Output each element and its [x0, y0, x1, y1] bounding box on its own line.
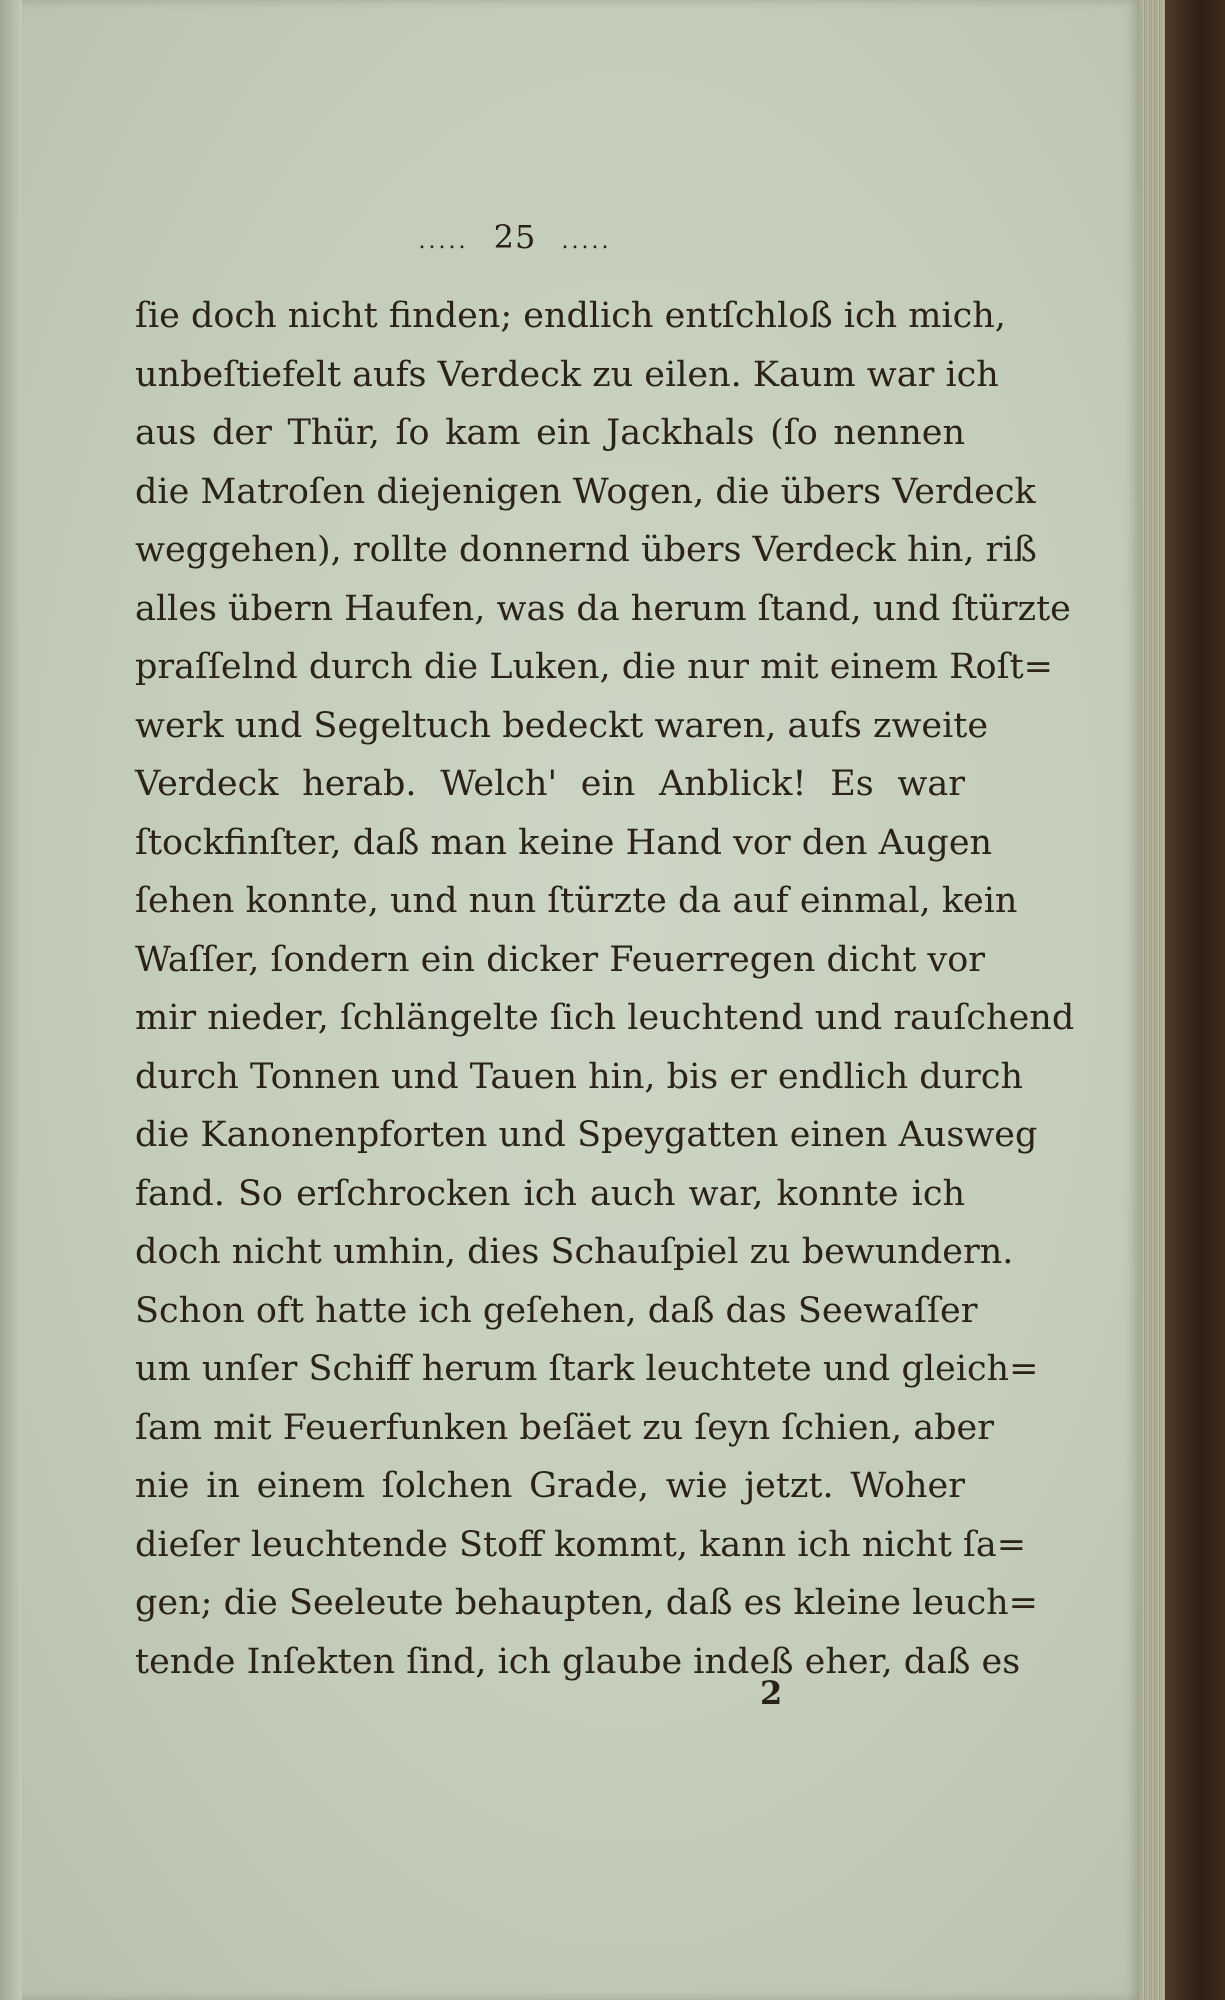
- header-dots-left: .....: [418, 229, 469, 254]
- text-line: Waſſer, ſondern ein dicker Feuerregen dicht vor: [135, 939, 985, 980]
- text-line: weggehen), rollte donnernd übers Verdeck hin, riß: [135, 530, 1037, 570]
- page-number: 25: [493, 218, 537, 256]
- text-line: fand. So erſchrocken ich auch war, konnte ich: [135, 1173, 965, 1214]
- text-line: gen; die Seeleute behaupten, daß es kleine leuch=: [135, 1583, 1038, 1623]
- text-line: die Matroſen diejenigen Wogen, die übers Verdeck: [135, 471, 1036, 512]
- text-line: ſam mit Feuerfunken beſäet zu ſeyn ſchien, aber: [135, 1407, 994, 1448]
- text-line: praſſelnd durch die Luken, die nur mit einem Roſt=: [135, 647, 1053, 687]
- text-line: aus der Thür, ſo kam ein Jackhals (ſo nennen: [135, 413, 965, 453]
- header-dots-right: .....: [561, 229, 612, 254]
- text-line: unbeſtiefelt aufs Verdeck zu eilen. Kaum war ich: [135, 354, 999, 395]
- text-line: die Kanonenpforten und Speygatten einen Ausweg: [135, 1115, 1038, 1155]
- signature-mark: 2: [760, 1674, 783, 1712]
- text-line: dieſer leuchtende Stoff kommt, kann ich nicht ſa=: [135, 1524, 1027, 1565]
- text-line: durch Tonnen und Tauen hin, bis er endlich durch: [135, 1056, 1024, 1097]
- body-text: [135, 287, 1075, 1691]
- text-line: ſie doch nicht finden; endlich entſchloß ich mich,: [135, 296, 1006, 336]
- text-line: nie in einem ſolchen Grade, wie jetzt. Woher: [135, 1466, 965, 1506]
- text-line: um unſer Schiff herum ſtark leuchtete und gleich=: [135, 1349, 1039, 1389]
- text-line: mir nieder, ſchlängelte ſich leuchtend und rauſchend: [135, 998, 1075, 1038]
- text-line: alles übern Haufen, was da herum ſtand, und ſtürzte: [135, 588, 1071, 629]
- page-gutter: [0, 0, 22, 2000]
- text-line: Verdeck herab. Welch' ein Anblick! Es war: [135, 764, 965, 804]
- text-line: ſehen konnte, und nun ſtürzte da auf einmal, kein: [135, 881, 1018, 921]
- text-line: Schon oft hatte ich geſehen, daß das Seewaſſer: [135, 1290, 978, 1331]
- text-line: ſtockfinſter, daß man keine Hand vor den Augen: [135, 822, 993, 863]
- text-line: tende Inſekten ſind, ich glaube indeß eher, daß es: [135, 1641, 1021, 1682]
- text-line: doch nicht umhin, dies Schauſpiel zu bewundern.: [135, 1232, 1014, 1272]
- text-line: werk und Segeltuch bedeckt waren, aufs zweite: [135, 705, 989, 746]
- running-header: [0, 218, 1030, 256]
